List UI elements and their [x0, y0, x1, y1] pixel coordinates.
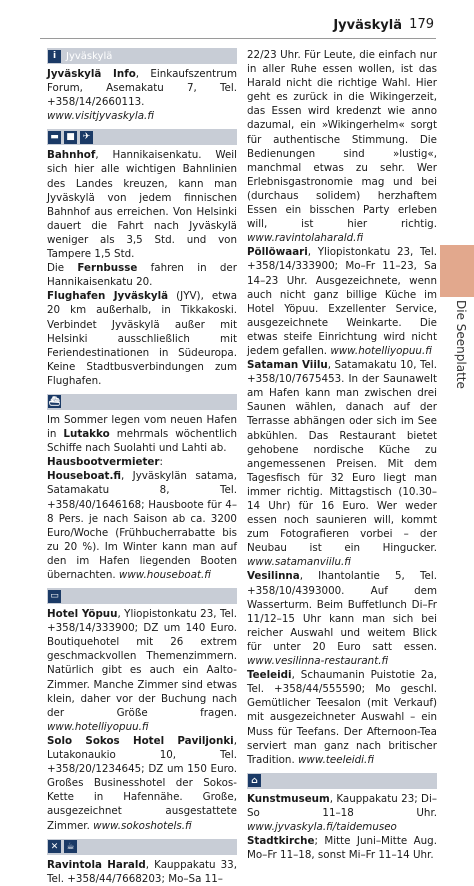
food-text-continued [247, 48, 437, 767]
boat-icon: ⛴ [48, 396, 61, 407]
paragraph: Pöllöwaari, Yliopistonkatu 23, Tel. +358/14/333900; Mo–Fr 11–23, Sa 14–23 Uhr. Ausgezeichnete, wenn auch nicht ganz billige Küche im Hotel Yöpuu. Exzellenter Service, ausgezeichnete Weinkarte. Die etwas steife Einrichtung wird nicht jedem gefallen. www.hotelliyopuu.fi [247, 246, 437, 357]
paragraph: Vesilinna, Ihantolantie 5, Tel. +358/10/4393000. Auf dem Wasserturm. Beim Buffetlunch Di–Fr 11/12–15 Uhr kann man sich bei reicher Auswahl und weitem Blick für unter 20 Euro satt essen. www.vesilinna-restaurant.fi [247, 570, 437, 668]
chapter-title: Jyväskylä [333, 18, 402, 33]
info-icon: i [48, 50, 61, 63]
info-text [47, 67, 237, 123]
plane-icon: ✈ [80, 131, 93, 144]
sights-text [247, 792, 437, 862]
fork-knife-icon: ✕ [48, 840, 61, 853]
paragraph: Ravintola Harald, Kauppakatu 33, Tel. +358/44/7668203; Mo–Sa 11– [47, 858, 237, 885]
web-link[interactable]: www.sokoshotels.fi [93, 819, 192, 832]
paragraph: Kunstmuseum, Kauppakatu 23; Di–So 11–18 Uhr. www.jyvaskyla.fi/taidemuseo [247, 792, 437, 833]
info-section-title: Jyväskylä [66, 50, 113, 62]
web-link[interactable]: www.teeleidi.fi [298, 753, 374, 766]
boat-text [47, 413, 237, 582]
paragraph: Hotel Yöpuu, Yliopistonkatu 23, Tel. +358/14/333900; DZ um 140 Euro. Boutiquehotel mit 26 extrem geschmackvollen Themenzimmern. Natürlich gibt es auch ein Aalto-Zimmer. Manche Zimmer sind etwas klein, daher vor der Buchung nach der Größe fragen. www.hotelliyopuu.fi [47, 608, 237, 733]
paragraph: Bahnhof, Hannikaisenkatu. Weil sich hier alle wichtigen Bahnlinien des Landes kreuzen, kann man Jyväskylä von jedem finnischen Bahnhof aus erreichen. Von Helsinki dauert die Fahrt nach Jyväskylä weniger als 3,5 Std. und von Tampere 1,5 Std. [47, 149, 237, 261]
hotels-text [47, 607, 237, 833]
thumb-index-tab[interactable] [440, 245, 474, 297]
web-link[interactable]: www.hotelliyopuu.fi [47, 720, 149, 733]
web-link[interactable]: www.ravintolaharald.fi [247, 232, 364, 245]
web-link[interactable]: www.houseboat.fi [118, 569, 211, 581]
web-link[interactable]: www.jyvaskyla.fi/taidemuseo [247, 820, 397, 833]
transport-text [47, 148, 237, 388]
web-link[interactable]: www.vesilinna-restaurant.fi [247, 655, 389, 668]
section-label: Die Seenplatte [454, 300, 468, 389]
paragraph: Im Sommer legen vom neuen Hafen in Lutakko mehrmals wöchentlich Schiffe nach Suolahti und Lahti ab. [47, 413, 237, 455]
paragraph: Sataman Viilu, Satamakatu 10, Tel. +358/10/7675453. In der Saunawelt am Hafen kann man zwischen drei Saunen wählen, danach auf der Terrasse abhängen oder sich im See abkühlen. Das Restaurant bietet gehobene nordische Küche zu angemessenen Preisen. Mit dem Tagesfisch für 32 Euro liegt man immer richtig. Mittagstisch (10.30–14 Uhr) für 16 Euro. Wer weder essen noch saunieren will, kommt zum Fotografieren vorbei – der Neubau ist ein Hingucker. www.satamanviilu.fi [247, 359, 437, 569]
sights-section-bar [247, 773, 437, 789]
left-column [47, 48, 237, 886]
web-link[interactable]: www.visitjyvaskyla.fi [47, 110, 154, 123]
food-text [47, 858, 237, 886]
web-link[interactable]: www.satamanviilu.fi [247, 556, 351, 569]
paragraph: Stadtkirche; Mitte Juni–Mitte Aug. Mo–Fr 11–18, sonst Mi–Fr 11–14 Uhr. [247, 835, 437, 862]
paragraph: Die Fernbusse fahren in der Hannikaisenkatu 20. [47, 262, 237, 289]
paragraph: 22/23 Uhr. Für Leute, die einfach nur in aller Ruhe essen wollen, ist das Harald nicht die richtige Wahl. Hier geht es zurück in die Wikingerzeit, das Essen wird kredenzt wie anno dazumal, ein »Wikingerhelm« sorgt für authentische Stimmung. Die Bedienungen sind »lustig«, manchmal etwas zu sehr. Wer Erlebnisgastronomie mag und bei (durchaus solidem) herzhaftem Essen ein bisschen Party erleben will, ist hier richtig. www.ravintolaharald.fi [247, 49, 437, 245]
bed-icon: ▭ [48, 590, 61, 603]
web-link[interactable]: www.hotelliyopuu.fi [330, 344, 432, 357]
train-icon: ▬ [48, 131, 61, 144]
boat-section-bar [47, 394, 237, 410]
running-header [40, 14, 436, 39]
paragraph: Hausbootvermieter: Houseboat.fi, Jyväskylän satama, Satamakatu 8, Tel. +358/40/1646168; Hausboote für 4–8 Pers. je nach Saison ab ca. 3200 Euro/Woche (Frühbucherrabatte bis zu 20 %). Im Winter kann man auf den im Hafen liegenden Booten übernachten. www.houseboat.fi [47, 456, 237, 581]
paragraph: Flughafen Jyväskylä (JYV), etwa 20 km außerhalb, in Tikkakoski. Verbindet Jyväskylä außer mit Helsinki ausschließlich mit Feriendestinationen in Südeuropa. Keine Stadtbusverbindungen zum Flughafen. [47, 290, 238, 387]
info-section-bar [47, 48, 237, 64]
cup-icon: ☕ [64, 840, 77, 853]
page-number: 179 [409, 17, 434, 32]
food-section-bar [47, 839, 237, 855]
right-column [247, 48, 437, 862]
paragraph: Solo Sokos Hotel Paviljonki, Lutakonaukio 10, Tel. +358/20/1234645; DZ um 150 Euro. Großes Businesshotel der Sokos-Kette in Hafennähe. Große, ausgezeichnet ausgestattete Zimmer. www.sokoshotels.fi [47, 734, 237, 832]
paragraph: Jyväskylä Info, Einkaufszentrum Forum, Asemakatu 7, Tel. +358/14/2660113. www.visitjyvaskyla.fi [47, 68, 237, 123]
bus-icon: ■ [64, 131, 77, 144]
hotels-section-bar [47, 588, 237, 604]
museum-icon: ⌂ [248, 774, 261, 787]
paragraph: Teeleidi, Schaumanin Puistotie 2a, Tel. +358/44/555590; Mo geschl. Gemütlicher Teesalon (mit Verkauf) mit ausgezeichneter Auswahl – ein Muss für Teefans. Der Afternoon-Tea serviert man ganz nach britischer Tradition. www.teeleidi.fi [247, 669, 437, 766]
transport-section-bar [47, 129, 237, 145]
